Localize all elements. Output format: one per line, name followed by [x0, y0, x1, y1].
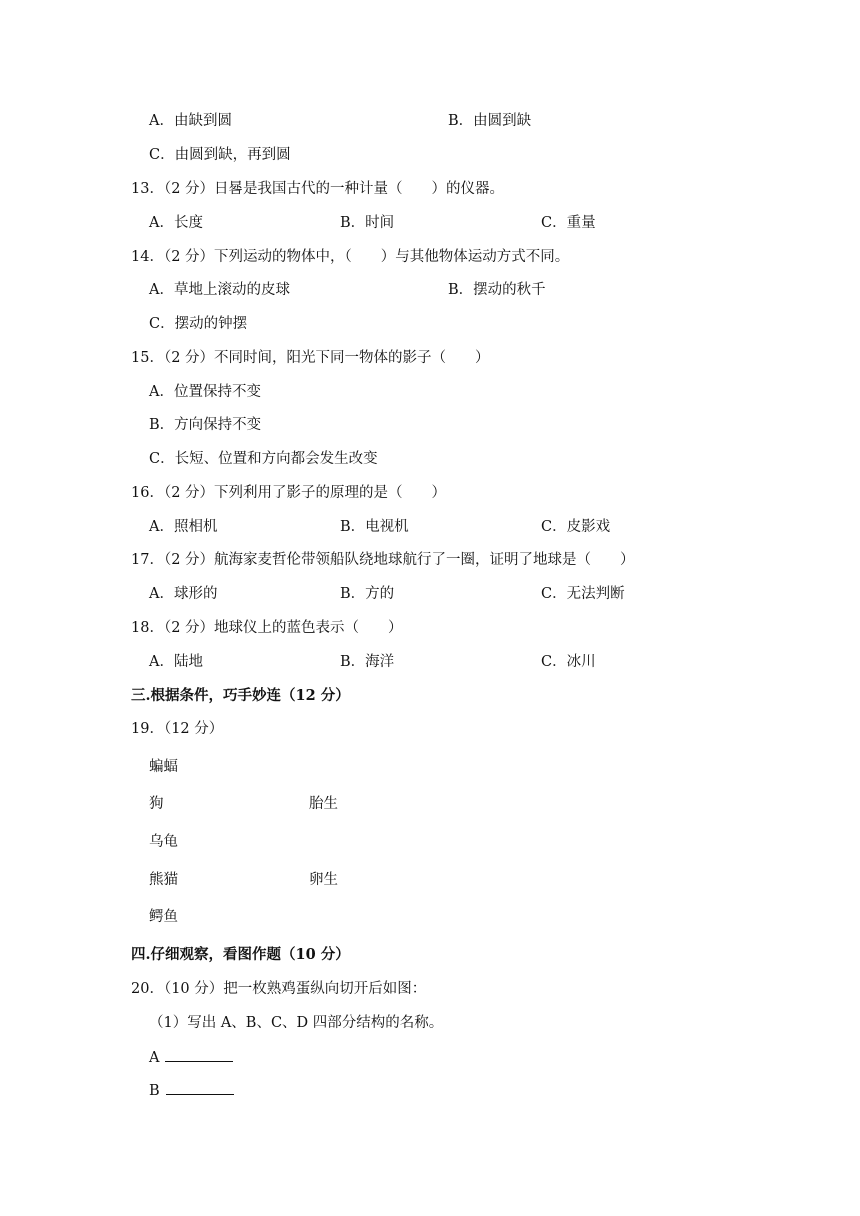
- q15-stem: 15．（2 分）不同时间，阳光下同一物体的影子（ ）: [131, 350, 490, 366]
- q14-stem: 14．（2 分）下列运动的物体中，（ ）与其他物体运动方式不同。: [131, 249, 570, 265]
- q20-answer-b-label: B: [149, 1083, 160, 1099]
- q19-right-item: 卵生: [309, 872, 338, 888]
- q18-option-a: A．陆地: [149, 654, 203, 670]
- q14-option-a: A．草地上滚动的皮球: [149, 282, 290, 298]
- q20-answer-b-row: [149, 1080, 234, 1101]
- section4-title: 四.仔细观察，看图作题（10 分）: [131, 946, 350, 963]
- q15-option-c: C．长短、位置和方向都会发生改变: [149, 451, 378, 467]
- q19-left-item: 乌龟: [149, 834, 178, 850]
- q20-sub1: （1）写出 A、B、C、D 四部分结构的名称。: [149, 1015, 444, 1031]
- q18-option-c: C．冰川: [541, 654, 596, 670]
- q17-option-c: C．无法判断: [541, 586, 625, 602]
- q18-stem: 18．（2 分）地球仪上的蓝色表示（ ）: [131, 620, 403, 636]
- q19-left-item: 狗: [149, 796, 164, 812]
- q20-answer-a-row: [149, 1047, 233, 1068]
- q19-left-item: 熊猫: [149, 872, 178, 888]
- section3-title: 三.根据条件，巧手妙连（12 分）: [131, 687, 350, 704]
- q14-option-c: C．摆动的钟摆: [149, 316, 248, 332]
- q12-option-c: C．由圆到缺，再到圆: [149, 147, 291, 163]
- q19-left-item: 蝙蝠: [149, 759, 178, 775]
- q13-stem: 13．（2 分）日晷是我国古代的一种计量（ ）的仪器。: [131, 181, 505, 197]
- q12-option-b: B．由圆到缺: [448, 113, 532, 129]
- q16-option-c: C．皮影戏: [541, 519, 611, 535]
- q15-option-b: B．方向保持不变: [149, 417, 262, 433]
- q13-option-a: A．长度: [149, 215, 203, 231]
- q16-option-b: B．电视机: [340, 519, 409, 535]
- q18-option-b: B．海洋: [340, 654, 395, 670]
- q16-option-a: A．照相机: [149, 519, 218, 535]
- q17-option-a: A．球形的: [149, 586, 218, 602]
- q17-option-b: B．方的: [340, 586, 395, 602]
- q19-right-item: 胎生: [309, 796, 338, 812]
- q19-left-item: 鳄鱼: [149, 909, 178, 925]
- q20-answer-a-blank[interactable]: [165, 1047, 233, 1062]
- q15-option-a: A．位置保持不变: [149, 384, 261, 400]
- q17-stem: 17．（2 分）航海家麦哲伦带领船队绕地球航行了一圈，证明了地球是（ ）: [131, 552, 635, 568]
- q20-answer-a-label: A: [149, 1050, 160, 1066]
- q16-stem: 16．（2 分）下列利用了影子的原理的是（ ）: [131, 485, 447, 501]
- q19-stem: 19．（12 分）: [131, 721, 224, 737]
- q13-option-c: C．重量: [541, 215, 596, 231]
- q20-stem: 20．（10 分）把一枚熟鸡蛋纵向切开后如图：: [131, 981, 427, 997]
- q12-option-a: A．由缺到圆: [149, 113, 232, 129]
- q13-option-b: B．时间: [340, 215, 395, 231]
- q14-option-b: B．摆动的秋千: [448, 282, 546, 298]
- q20-answer-b-blank[interactable]: [166, 1080, 234, 1095]
